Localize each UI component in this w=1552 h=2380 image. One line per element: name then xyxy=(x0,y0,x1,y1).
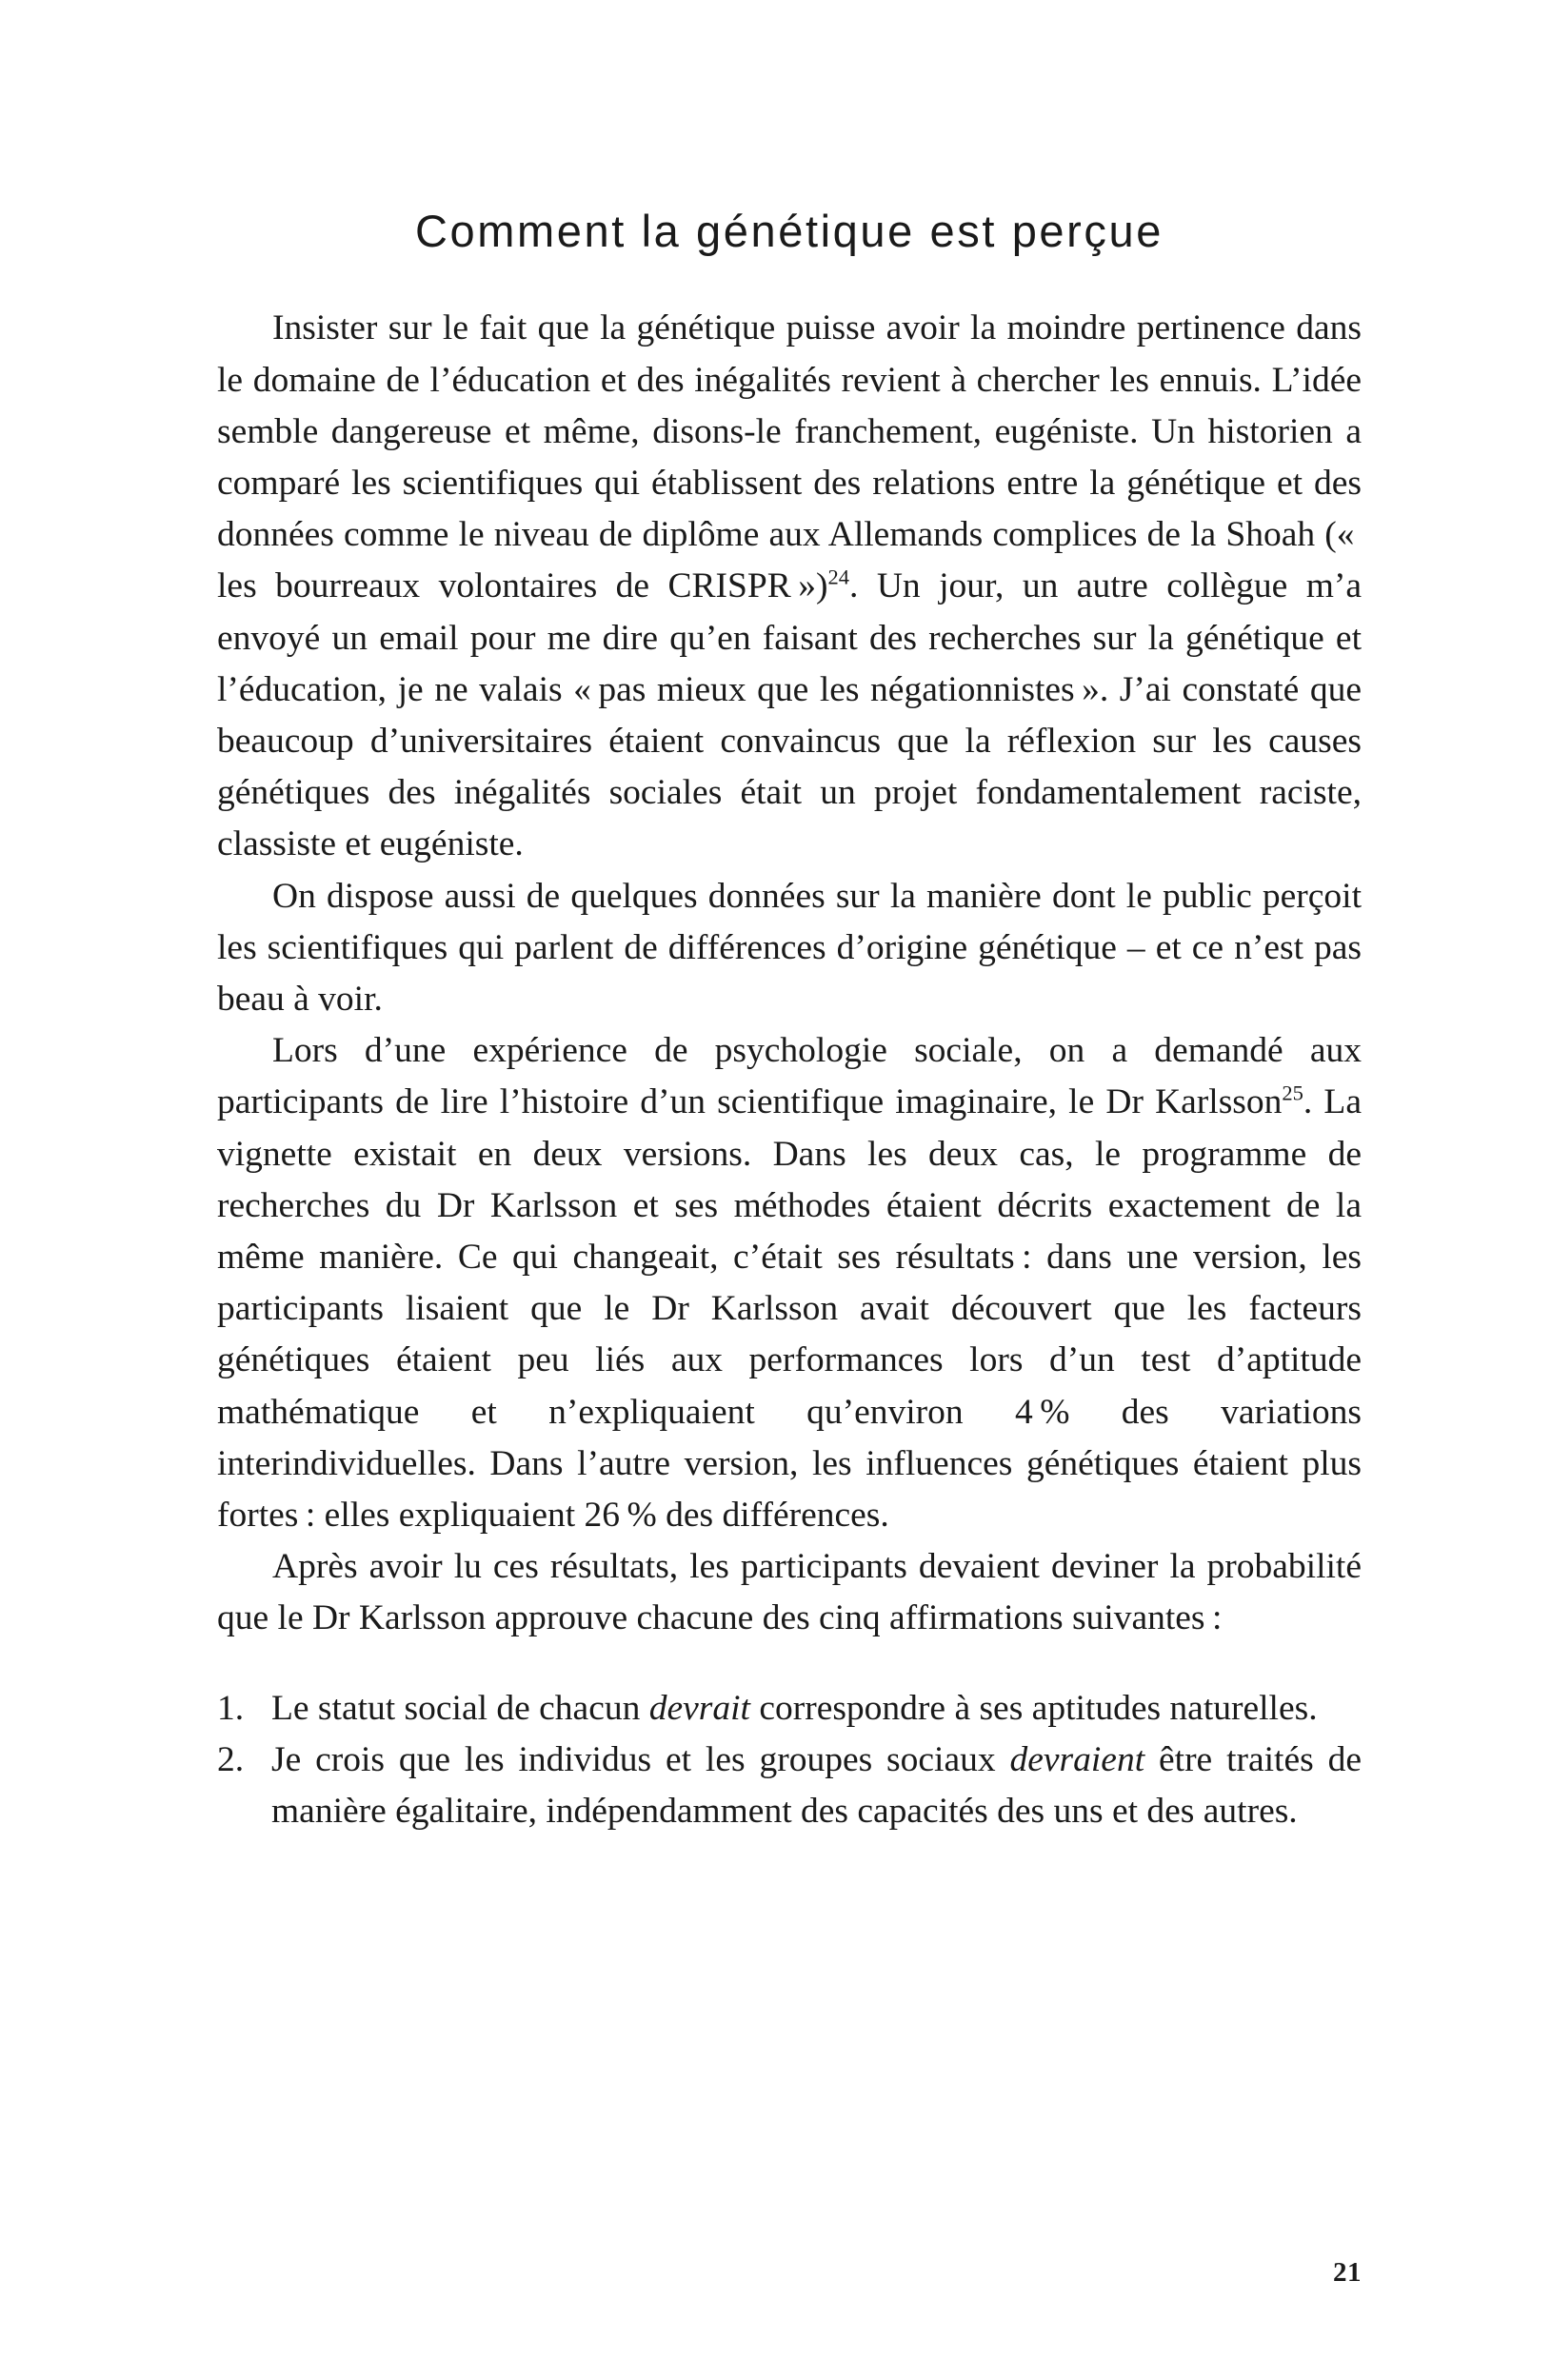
page-title: Comment la génétique est perçue xyxy=(414,206,1164,256)
list-item-1-emphasis: devrait xyxy=(648,1688,750,1728)
page-number: 21 xyxy=(1333,2257,1362,2288)
paragraph-4: Après avoir lu ces résultats, les participants devaient deviner la probabilité que le Dr Karlsson approuve chacune des cinq affirmations suivantes : xyxy=(217,1547,1362,1638)
paragraph-3-text-a: Lors d’une expérience de psychologie sociale, on a demandé aux participants de lire l’histoire d’un scientifique imaginaire, le Dr Karlsson xyxy=(217,1031,1362,1122)
list-item-2-text-b: être traités de manière égalitaire, indépendamment des capacités des uns et des autres. xyxy=(271,1739,1362,1832)
paragraph-1-text-b: . Un jour, un autre collègue m’a envoyé un email pour me dire qu’en faisant des recherches sur la génétique et l’éducation, je ne valais « pas mieux que les négationnistes ». J’ai constaté que beaucoup d’universitaires étaient convaincus que la réflexion sur les causes génétiques des inégalités sociales était un projet fondamentalement raciste, classiste et eugéniste. xyxy=(217,566,1362,864)
footnote-marker-24: 24 xyxy=(827,565,849,589)
statement-list xyxy=(217,1683,1362,1838)
page-content xyxy=(217,0,1362,1837)
list-item-2-text-a: Je crois que les individus et les groupes sociaux xyxy=(271,1739,1010,1779)
paragraph-3-text-b: . La vignette existait en deux versions. Dans les deux cas, le programme de recherches du Dr Karlsson et ses méthodes étaient décrits exactement de la même manière. Ce qui changeait, c’était ses résultats : dans une version, les participants lisaient que le Dr Karlsson avait découvert que les facteurs génétiques étaient peu liés aux performances lors d’un test d’aptitude mathématique et n’expliquaient qu’environ 4 % des variations interindividuelles. Dans l’autre version, les influences génétiques étaient plus fortes : elles expliquaient 26 % des différences. xyxy=(217,1082,1362,1536)
list-item xyxy=(217,1683,1362,1735)
footnote-marker-25: 25 xyxy=(1282,1081,1303,1105)
paragraph-1-text-a: Insister sur le fait que la génétique puisse avoir la moindre pertinence dans le domaine de l’éducation et des inégalités revient à chercher les ennuis. L’idée semble dangereuse et même, disons-le franchement, eugéniste. Un historien a comparé les scientifiques qui établissent des relations entre la génétique et des données comme le niveau de diplôme aux Allemands complices de la Shoah (« les bourreaux volontaires de CRISPR ») xyxy=(217,308,1362,606)
paragraph-2: On dispose aussi de quelques données sur la manière dont le public perçoit les scientifiques qui parlent de différences d’origine génétique – et ce n’est pas beau à voir. xyxy=(217,876,1362,1020)
list-item-1-text-b: correspondre à ses aptitudes naturelles. xyxy=(749,1688,1318,1728)
paragraph-3 xyxy=(217,1025,1362,1541)
paragraph-1 xyxy=(217,303,1362,870)
body-text xyxy=(217,303,1362,1837)
list-item xyxy=(217,1735,1362,1837)
list-item-2-emphasis: devraient xyxy=(1009,1739,1145,1779)
list-item-1-text-a: Le statut social de chacun xyxy=(271,1688,649,1728)
